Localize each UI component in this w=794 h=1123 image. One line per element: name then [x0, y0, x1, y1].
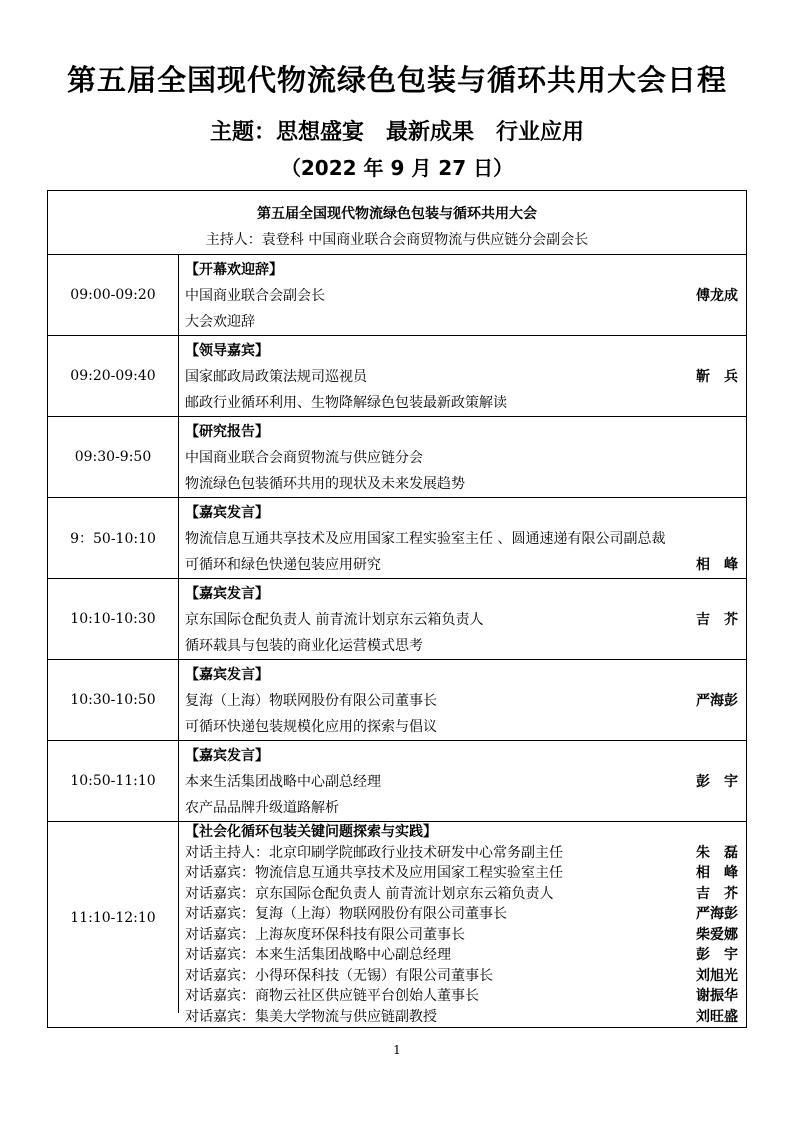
table-header-title: 第五届全国现代物流绿色包装与循环共用大会 — [257, 206, 537, 222]
speaker-name: 严海彭 — [696, 693, 738, 709]
page-title: 第五届全国现代物流绿色包装与循环共用大会日程 — [66, 63, 727, 97]
table-header — [48, 191, 746, 255]
panel-row — [48, 822, 746, 1025]
panelist-name: 严海彭 — [696, 906, 738, 922]
session-section: 【嘉宾发言】 — [185, 586, 269, 602]
session-content — [179, 660, 746, 740]
panel-section: 【社会化循环包装关键问题探索与实践】 — [185, 824, 437, 840]
session-section: 【开幕欢迎辞】 — [185, 262, 283, 278]
panel-line: 对话嘉宾：复海（上海）物联网股份有限公司董事长 — [185, 906, 507, 922]
session-topic: 可循环和绿色快递包装应用研究 — [185, 557, 381, 573]
session-topic: 物流绿色包装循环共用的现状及未来发展趋势 — [185, 476, 465, 492]
session-section: 【研究报告】 — [185, 424, 269, 440]
schedule-table — [47, 190, 747, 1028]
session-topic: 循环载具与包装的商业化运营模式思考 — [185, 638, 423, 654]
table-row — [48, 660, 746, 741]
session-content — [179, 417, 746, 497]
session-time: 09:30-9:50 — [48, 417, 179, 497]
session-topic: 可循环快递包装规模化应用的探索与倡议 — [185, 719, 437, 735]
panelist-name: 彭 宇 — [696, 947, 738, 963]
speaker-name: 吉 芥 — [696, 612, 738, 628]
page-number: 1 — [393, 1043, 401, 1057]
panel-line: 对话主持人：北京印刷学院邮政行业技术研发中心常务副主任 — [185, 844, 563, 861]
session-topic: 农产品品牌升级道路解析 — [185, 800, 339, 816]
speaker-name: 彭 宇 — [696, 774, 738, 790]
table-row — [48, 417, 746, 498]
session-role: 中国商业联合会商贸物流与供应链分会 — [185, 450, 423, 466]
panel-line: 对话嘉宾：上海灰度环保科技有限公司董事长 — [185, 926, 465, 943]
theme-line: 主题：思想盛宴 最新成果 行业应用 — [209, 120, 584, 145]
session-section: 【嘉宾发言】 — [185, 667, 269, 683]
speaker-name: 傅龙成 — [696, 288, 738, 304]
session-content — [179, 255, 746, 335]
panel-line: 对话嘉宾：本来生活集团战略中心副总经理 — [185, 947, 451, 963]
session-content — [179, 579, 746, 659]
session-time: 10:50-11:10 — [48, 741, 179, 821]
panelist-name: 柴爱娜 — [696, 926, 738, 943]
session-role: 物流信息互通共享技术及应用国家工程实验室主任 、圆通速递有限公司副总裁 — [185, 531, 666, 547]
date-line: （2022 年 9 月 27 日） — [280, 156, 514, 180]
session-time: 9：50-10:10 — [48, 498, 179, 578]
session-content — [179, 498, 746, 578]
session-role: 复海（上海）物联网股份有限公司董事长 — [185, 693, 437, 709]
session-role: 京东国际仓配负责人 前青流计划京东云箱负责人 — [185, 612, 484, 628]
session-time: 09:20-09:40 — [48, 336, 179, 416]
session-topic: 大会欢迎辞 — [185, 314, 255, 330]
session-role: 国家邮政局政策法规司巡视员 — [185, 369, 367, 385]
session-time: 09:00-09:20 — [48, 255, 179, 335]
panelist-name: 刘旺盛 — [696, 1008, 738, 1025]
table-row — [48, 336, 746, 417]
table-row — [48, 498, 746, 579]
panel-line: 对话嘉宾：京东国际仓配负责人 前青流计划京东云箱负责人 — [185, 885, 554, 902]
session-section: 【嘉宾发言】 — [185, 505, 269, 521]
panel-line: 对话嘉宾：小得环保科技（无锡）有限公司董事长 — [185, 967, 493, 984]
session-role: 中国商业联合会副会长 — [185, 288, 325, 304]
table-header-host: 主持人：袁登科 中国商业联合会商贸物流与供应链分会副会长 — [205, 232, 589, 248]
panelist-name: 吉 芥 — [696, 885, 738, 902]
session-time: 11:10-12:10 — [48, 822, 179, 1013]
panel-content — [179, 822, 746, 1025]
session-content — [179, 336, 746, 416]
panel-line: 对话嘉宾：集美大学物流与供应链副教授 — [185, 1008, 437, 1025]
session-section: 【领导嘉宾】 — [185, 343, 269, 359]
panelist-name: 刘旭光 — [696, 967, 738, 984]
panel-line: 对话嘉宾：商物云社区供应链平台创始人董事长 — [185, 988, 479, 1004]
speaker-name: 靳 兵 — [696, 369, 738, 385]
panelist-name: 朱 磊 — [696, 844, 738, 861]
session-role: 本来生活集团战略中心副总经理 — [185, 774, 381, 790]
table-row — [48, 579, 746, 660]
panelist-name: 谢振华 — [696, 988, 738, 1004]
panel-line: 对话嘉宾：物流信息互通共享技术及应用国家工程实验室主任 — [185, 865, 563, 881]
panelist-name: 相 峰 — [696, 865, 738, 881]
speaker-name: 相 峰 — [696, 557, 738, 573]
speaker-name — [686, 445, 738, 471]
table-row — [48, 255, 746, 336]
session-section: 【嘉宾发言】 — [185, 748, 269, 764]
session-topic: 邮政行业循环利用、生物降解绿色包装最新政策解读 — [185, 395, 507, 411]
session-time: 10:10-10:30 — [48, 579, 179, 659]
session-content — [179, 741, 746, 821]
session-time: 10:30-10:50 — [48, 660, 179, 740]
table-row — [48, 741, 746, 822]
